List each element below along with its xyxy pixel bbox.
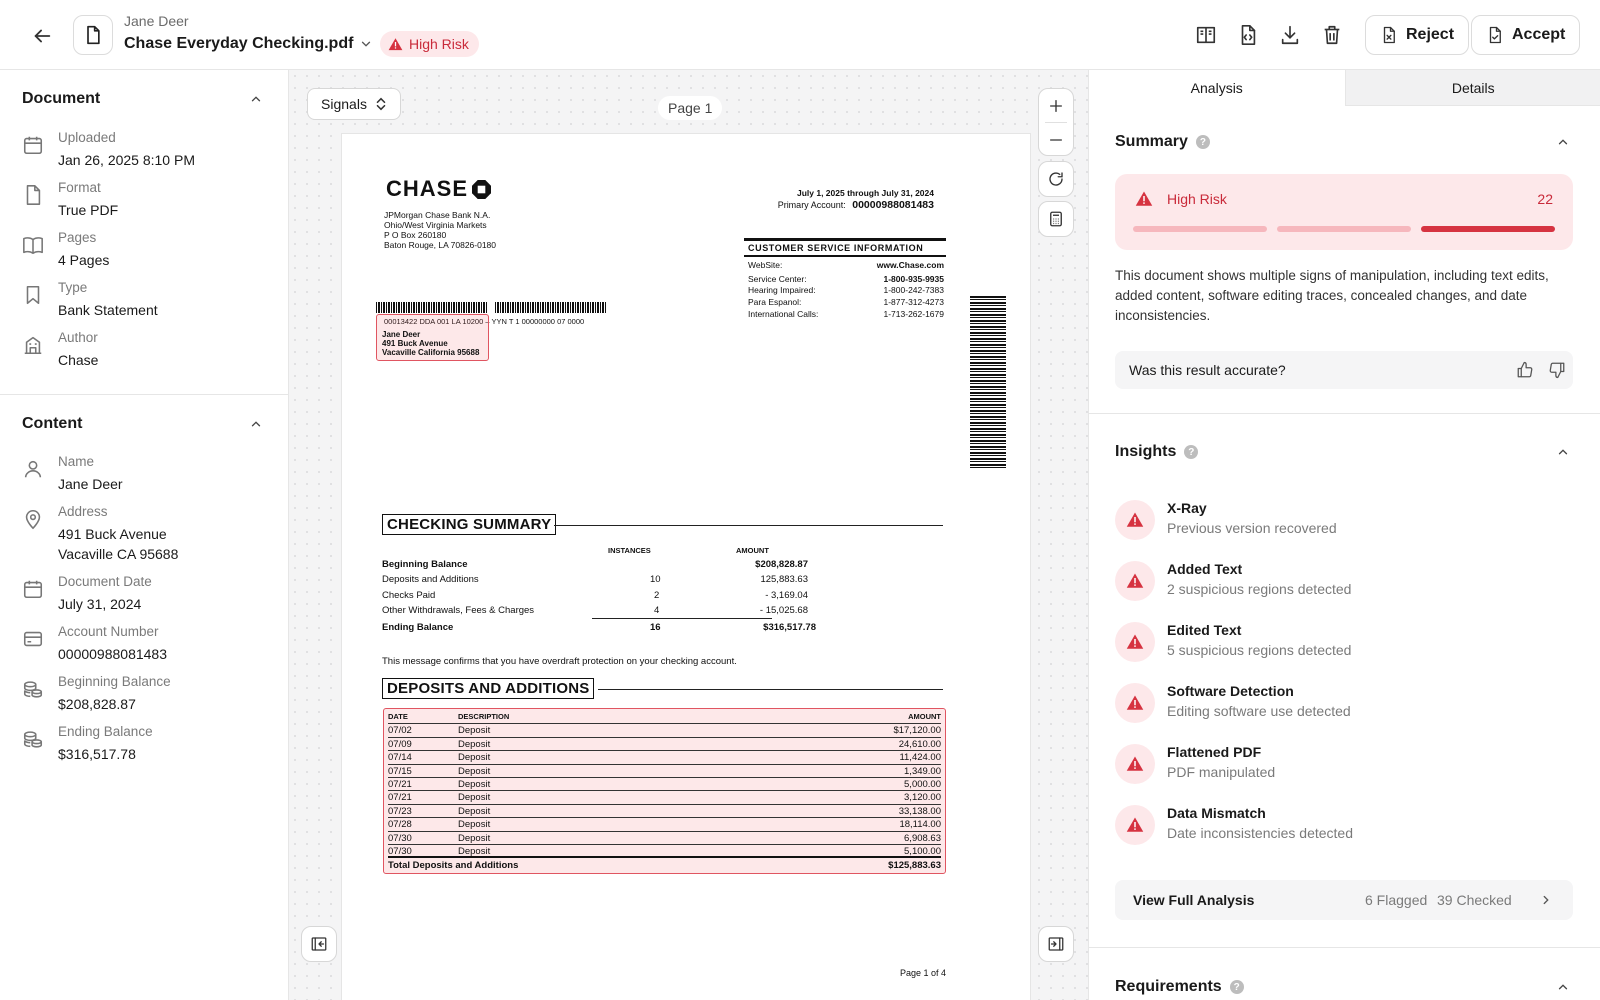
cs-value: www.Chase.com: [876, 260, 944, 270]
view-full-analysis-label: View Full Analysis: [1133, 892, 1255, 908]
field-value: $316,517.78: [58, 746, 136, 762]
statement-period: July 1, 2025 through July 31, 2024: [796, 188, 934, 198]
deposit-row: [388, 738, 941, 751]
insights-header: [1115, 443, 1198, 461]
tab-analysis[interactable]: Analysis: [1089, 70, 1346, 106]
field-value: Chase: [58, 352, 99, 368]
risk-segment-high: [1421, 226, 1555, 232]
deposit-amount: 6,908.63: [904, 832, 941, 844]
header-bar: [0, 0, 1600, 70]
cs-label: Service Center:: [748, 274, 807, 284]
insight-item-xray[interactable]: [1115, 498, 1573, 544]
section-divider: [0, 394, 289, 395]
insight-title: Software Detection: [1167, 683, 1294, 699]
risk-score: 22: [1537, 191, 1553, 207]
cs-mid-rule: [744, 255, 946, 257]
insights-collapse-button[interactable]: [1553, 442, 1573, 462]
deposit-date: 07/23: [388, 805, 412, 817]
amount-header: AMOUNT: [908, 712, 941, 721]
cs-top-rule: [744, 238, 946, 241]
file-reject-icon: [1380, 26, 1398, 44]
summary-instances: 16: [650, 622, 661, 633]
deposits-title: DEPOSITS AND ADDITIONS: [382, 678, 594, 699]
location-pin-icon: [22, 508, 44, 530]
back-button[interactable]: [28, 22, 56, 50]
book-icon: [22, 234, 44, 256]
insight-alert-badge: [1115, 561, 1155, 601]
bank-address-line: Ohio/West Virginia Markets: [384, 220, 487, 230]
feedback-bar: [1115, 351, 1573, 389]
deposit-amount: 3,120.00: [904, 792, 941, 804]
deposit-description: Deposit: [458, 819, 491, 831]
field-label: Account Number: [58, 624, 159, 639]
field-value: Bank Statement: [58, 302, 158, 318]
rotate-icon: [1047, 170, 1065, 188]
amount-header: AMOUNT: [736, 546, 769, 555]
deposits-total-amount: $125,883.63: [888, 860, 941, 871]
requirements-collapse-button[interactable]: [1553, 977, 1573, 997]
warning-icon: [1126, 755, 1144, 773]
deposit-amount: 11,424.00: [899, 752, 941, 764]
risk-segment-medium: [1277, 226, 1411, 232]
compare-button[interactable]: [1192, 21, 1220, 49]
field-value: 4 Pages: [58, 252, 110, 268]
field-value: True PDF: [58, 202, 119, 218]
summary-text: This document shows multiple signs of manipulation, including text edits, added content, software editing traces, concealed changes, and date inconsistencies.: [1115, 268, 1549, 323]
deposit-amount: $17,120.00: [893, 725, 941, 737]
panel-tabs: [1089, 70, 1600, 106]
section-divider: [1089, 947, 1600, 948]
deposit-row: [388, 832, 941, 845]
thumbs-down-icon: [1548, 361, 1566, 379]
chevron-up-icon: [1556, 445, 1570, 459]
side-barcode: [970, 296, 1006, 468]
insight-title: Data Mismatch: [1167, 805, 1266, 821]
deposit-row: [388, 765, 941, 778]
calendar-icon: [22, 578, 44, 600]
deposit-description: Deposit: [458, 805, 491, 817]
document-section-title: Document: [22, 90, 101, 107]
file-icon: [22, 184, 44, 206]
primary-account: [778, 200, 934, 211]
flagged-address-region[interactable]: [376, 314, 489, 361]
section-divider: [1089, 413, 1600, 414]
cs-label: Para Espanol:: [748, 297, 802, 307]
cs-value: 1-713-262-1679: [883, 309, 944, 319]
field-label: Uploaded: [58, 130, 116, 145]
right-panel: [1088, 70, 1600, 1000]
rotate-button[interactable]: [1038, 161, 1074, 197]
insights-title: Insights: [1115, 443, 1177, 460]
summary-label: Ending Balance: [382, 622, 454, 633]
summary-label: Checks Paid: [382, 590, 436, 601]
deposit-amount: 5,100.00: [904, 846, 941, 857]
cs-label: International Calls:: [748, 309, 819, 319]
field-label: Format: [58, 180, 101, 195]
bank-address-line: P O Box 260180: [384, 230, 447, 240]
insight-alert-badge: [1115, 683, 1155, 723]
deposit-date: 07/30: [388, 832, 412, 844]
collapse-left-panel-button[interactable]: [301, 926, 337, 962]
deposit-row: [388, 778, 941, 791]
user-icon: [22, 458, 44, 480]
description-header: DESCRIPTION: [458, 712, 510, 721]
feedback-question: Was this result accurate?: [1129, 362, 1286, 378]
section-rule: [554, 525, 943, 526]
page-footer: Page 1 of 4: [899, 968, 946, 978]
summary-collapse-button[interactable]: [1553, 132, 1573, 152]
summary-amount: 125,883.63: [760, 574, 808, 585]
deposit-row: [388, 791, 941, 804]
file-name: Chase Everyday Checking.pdf: [124, 35, 354, 52]
file-accept-icon: [1486, 26, 1504, 44]
deposit-description: Deposit: [458, 752, 491, 764]
warning-icon: [1126, 633, 1144, 651]
warning-icon: [1126, 511, 1144, 529]
warning-icon: [388, 37, 403, 52]
insight-item-added-text[interactable]: [1115, 559, 1573, 605]
insight-alert-badge: [1115, 500, 1155, 540]
field-label: Name: [58, 454, 95, 469]
insight-item-flattened-pdf[interactable]: [1115, 742, 1573, 788]
deposit-amount: 24,610.00: [898, 738, 941, 750]
chevron-up-icon: [249, 417, 263, 431]
summary-row: [382, 590, 808, 605]
deposit-description: Deposit: [458, 792, 491, 804]
barcode-line: 00013422 DDA 001 LA 10200 – YYN T 1 00000000 07 0000: [384, 317, 585, 326]
calculator-icon: [1047, 210, 1065, 228]
content-collapse-button[interactable]: [246, 414, 266, 434]
accept-button[interactable]: [1471, 15, 1580, 55]
deposit-amount: 1,349.00: [904, 765, 941, 777]
chevron-up-icon: [1556, 135, 1570, 149]
bank-address-line: Baton Rouge, LA 70826-0180: [384, 240, 497, 250]
requirements-header: [1115, 978, 1244, 996]
trash-icon: [1321, 24, 1343, 46]
deposit-row: [388, 751, 941, 764]
arrow-left-icon: [31, 25, 53, 47]
summary-instances: 10: [650, 574, 661, 585]
zoom-out-button[interactable]: [1039, 123, 1073, 156]
summary-total-rule: [592, 618, 772, 619]
customer-service-info: [744, 238, 946, 328]
signals-dropdown[interactable]: [307, 88, 401, 120]
summary-label: Deposits and Additions: [382, 574, 479, 585]
insight-item-software-detection[interactable]: [1115, 681, 1573, 727]
field-value: 491 Buck Avenue: [58, 526, 167, 542]
zoom-controls: [1038, 88, 1074, 156]
warning-icon: [1126, 816, 1144, 834]
deposit-date: 07/09: [388, 738, 412, 750]
minus-icon: [1048, 132, 1064, 148]
accept-label: Accept: [1512, 26, 1566, 43]
insight-description: 5 suspicious regions detected: [1167, 642, 1352, 658]
statement-page: [342, 134, 1030, 1000]
insight-title: Added Text: [1167, 561, 1243, 577]
view-full-analysis-button[interactable]: [1115, 880, 1573, 920]
summary-amount: $316,517.78: [763, 622, 816, 633]
insight-alert-badge: [1115, 805, 1155, 845]
file-name-dropdown[interactable]: [124, 35, 373, 53]
risk-badge: [380, 31, 479, 57]
risk-level-label: High Risk: [1167, 191, 1227, 207]
summary-row: [382, 559, 808, 574]
deposit-date: 07/28: [388, 819, 412, 831]
deposit-description: Deposit: [458, 779, 491, 790]
field-value-line2: Vacaville CA 95688: [58, 546, 179, 562]
delete-button[interactable]: [1318, 21, 1346, 49]
thumbs-up-button[interactable]: [1515, 360, 1535, 380]
deposits-total-row: [388, 859, 941, 872]
summary-header: [1115, 133, 1210, 151]
risk-badge-label: High Risk: [409, 36, 469, 52]
deposit-date: 07/30: [388, 846, 412, 857]
thumbs-up-icon: [1516, 361, 1534, 379]
plus-icon: [1048, 98, 1064, 114]
cs-value: 1-877-312-4273: [883, 297, 944, 307]
insight-item-data-mismatch[interactable]: [1115, 803, 1573, 849]
warning-icon: [1126, 572, 1144, 590]
coins-icon: [22, 678, 44, 700]
reject-label: Reject: [1406, 26, 1455, 43]
collapse-right-panel-button[interactable]: [1038, 926, 1074, 962]
help-icon[interactable]: ?: [1184, 445, 1198, 459]
chevron-right-icon: [1539, 893, 1553, 907]
insight-title: Edited Text: [1167, 622, 1242, 638]
tab-details[interactable]: Details: [1346, 70, 1600, 106]
insight-description: 2 suspicious regions detected: [1167, 581, 1352, 597]
field-label: Ending Balance: [58, 724, 153, 739]
insight-item-edited-text[interactable]: [1115, 620, 1573, 666]
chase-logo: [386, 176, 491, 202]
file-code-icon: [1237, 24, 1259, 46]
bank-address-line: JPMorgan Chase Bank N.A.: [384, 210, 491, 220]
source-code-button[interactable]: [1234, 21, 1262, 49]
warning-icon: [1135, 190, 1153, 208]
cs-value: 1-800-935-9935: [883, 274, 944, 284]
postal-barcode: [495, 302, 607, 313]
field-value: July 31, 2024: [58, 596, 142, 612]
help-icon[interactable]: ?: [1230, 980, 1244, 994]
document-viewer: [289, 70, 1088, 1000]
thumbs-down-button[interactable]: [1547, 360, 1567, 380]
risk-score-card: [1115, 174, 1573, 250]
field-label: Pages: [58, 230, 97, 245]
zoom-in-button[interactable]: [1039, 89, 1073, 122]
deposit-date: 07/02: [388, 725, 412, 737]
deposit-date: 07/21: [388, 779, 412, 790]
insight-alert-badge: [1115, 744, 1155, 784]
cs-label: Hearing Impaired:: [748, 285, 816, 295]
card-icon: [22, 628, 44, 650]
signals-label: Signals: [321, 96, 367, 112]
summary-label: Other Withdrawals, Fees & Charges: [382, 605, 535, 616]
document-collapse-button[interactable]: [246, 89, 266, 109]
download-button[interactable]: [1276, 21, 1304, 49]
document-owner: Jane Deer: [124, 13, 189, 29]
field-value: $208,828.87: [58, 696, 136, 712]
customer-name: Jane Deer: [382, 330, 421, 339]
postal-barcode: [376, 302, 488, 313]
chevron-updown-icon: [375, 97, 387, 111]
summary-title: Summary: [1115, 133, 1188, 150]
help-icon[interactable]: ?: [1196, 135, 1210, 149]
requirements-title: Requirements: [1115, 978, 1222, 995]
deposit-amount: 5,000.00: [904, 779, 941, 790]
overdraft-note: This message confirms that you have overdraft protection on your checking account.: [382, 656, 737, 667]
chase-logo-text: CHASE: [386, 176, 469, 201]
deposit-description: Deposit: [458, 765, 491, 777]
checking-summary-title: CHECKING SUMMARY: [382, 514, 556, 535]
split-view-icon: [1195, 24, 1217, 46]
file-icon: [83, 25, 103, 45]
cs-label: WebSite:: [748, 260, 783, 270]
deposit-description: Deposit: [458, 832, 491, 844]
coins-icon: [22, 728, 44, 750]
file-type-button[interactable]: [73, 15, 113, 55]
field-label: Document Date: [58, 574, 152, 589]
flagged-count: 6 Flagged: [1365, 892, 1428, 908]
deposit-description: Deposit: [458, 738, 491, 750]
deposit-date: 07/15: [388, 765, 412, 777]
summary-label: Beginning Balance: [382, 559, 468, 570]
date-header: DATE: [388, 712, 408, 721]
summary-amount: - 15,025.68: [759, 605, 808, 616]
toolbar-icons: [1192, 21, 1346, 49]
field-label: Type: [58, 280, 88, 295]
insight-title: Flattened PDF: [1167, 744, 1262, 760]
summary-amount: - 3,169.04: [765, 590, 808, 601]
calculator-button[interactable]: [1038, 201, 1074, 237]
page-indicator: Page 1: [658, 96, 722, 120]
deposit-date: 07/21: [388, 792, 412, 804]
cs-value: 1-800-242-7383: [883, 285, 944, 295]
insight-description: Previous version recovered: [1167, 520, 1337, 536]
building-icon: [22, 334, 44, 356]
deposit-row: [388, 845, 941, 858]
field-value: Jan 26, 2025 8:10 PM: [58, 152, 195, 168]
bookmark-icon: [22, 284, 44, 306]
customer-city: Vacaville California 95688: [382, 348, 480, 357]
calendar-icon: [22, 134, 44, 156]
insight-description: Editing software use detected: [1167, 703, 1351, 719]
instances-header: INSTANCES: [608, 546, 651, 555]
summary-row: [382, 622, 816, 637]
customer-street: 491 Buck Avenue: [382, 339, 448, 348]
deposits-total-label: Total Deposits and Additions: [388, 860, 519, 871]
risk-segment-low: [1133, 226, 1267, 232]
panel-left-collapse-icon: [310, 935, 328, 953]
deposit-row: [388, 805, 941, 818]
download-icon: [1279, 24, 1301, 46]
deposit-description: Deposit: [458, 846, 491, 857]
deposit-amount: 18,114.00: [899, 819, 941, 831]
insight-title: X-Ray: [1167, 500, 1207, 516]
field-label: Author: [58, 330, 98, 345]
warning-icon: [1126, 694, 1144, 712]
deposit-amount: 33,138.00: [898, 805, 941, 817]
insight-description: PDF manipulated: [1167, 764, 1276, 780]
insight-alert-badge: [1115, 622, 1155, 662]
field-value: Jane Deer: [58, 476, 123, 492]
reject-button[interactable]: [1365, 15, 1469, 55]
panel-right-collapse-icon: [1047, 935, 1065, 953]
summary-instances: 4: [654, 605, 660, 616]
flagged-deposits-region[interactable]: [383, 708, 946, 874]
deposit-row: [388, 724, 941, 737]
chase-octagon-icon: [472, 180, 491, 199]
primary-account-number: 00000988081483: [852, 199, 934, 211]
checked-count: 39 Checked: [1437, 892, 1512, 908]
summary-amount: $208,828.87: [755, 559, 808, 570]
field-value: 00000988081483: [58, 646, 168, 662]
deposit-description: Deposit: [458, 725, 491, 737]
summary-instances: 2: [654, 590, 660, 601]
deposits-header-row: [388, 711, 941, 724]
chevron-up-icon: [249, 92, 263, 106]
insight-description: Date inconsistencies detected: [1167, 825, 1353, 841]
chevron-up-icon: [1556, 980, 1570, 994]
primary-account-label: Primary Account:: [777, 200, 846, 210]
deposit-row: [388, 818, 941, 831]
field-label: Beginning Balance: [58, 674, 171, 689]
left-panel: [0, 70, 289, 1000]
field-label: Address: [58, 504, 108, 519]
deposit-date: 07/14: [388, 752, 412, 764]
summary-row: [382, 574, 808, 589]
content-section-title: Content: [22, 415, 83, 432]
cs-title: CUSTOMER SERVICE INFORMATION: [748, 243, 924, 253]
chevron-down-icon: [359, 37, 373, 51]
section-rule: [598, 689, 943, 690]
